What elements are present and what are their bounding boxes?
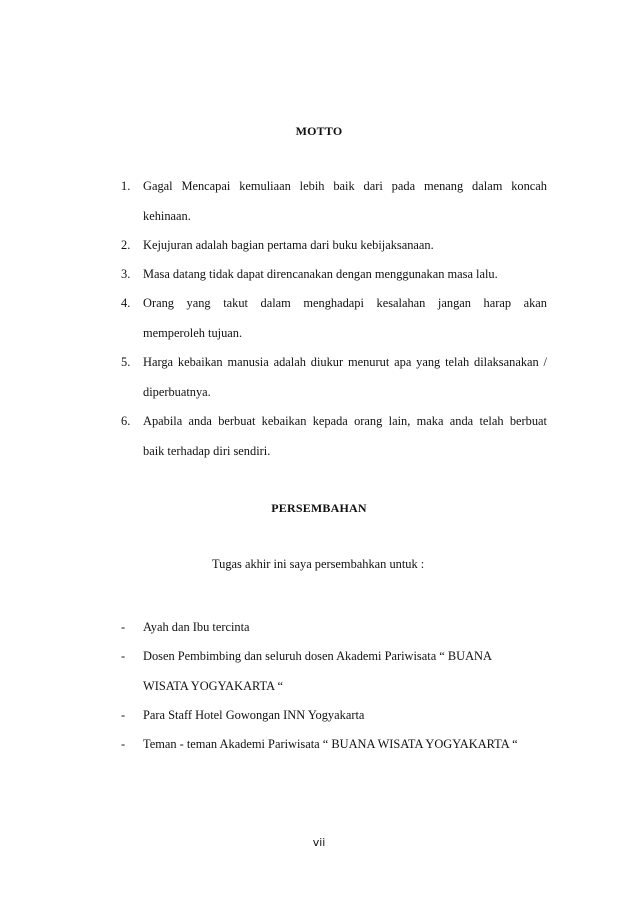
motto-item-text: Kejujuran adalah bagian pertama dari buku kebijaksanaan.	[143, 238, 434, 252]
motto-item-number: 2.	[121, 238, 131, 252]
motto-item-number: 6.	[121, 414, 131, 428]
motto-item-text-cont: diperbuatnya.	[143, 385, 211, 399]
page-number: vii	[312, 836, 326, 849]
motto-item-text: Apabila anda berbuat kebaikan kepada orang lain, maka anda telah berbuat	[143, 414, 547, 428]
motto-item-text: Orang yang takut dalam menghadapi kesalahan jangan harap akan	[143, 296, 547, 310]
motto-item-text: Harga kebaikan manusia adalah diukur menurut apa yang telah dilaksanakan /	[143, 355, 547, 369]
dedication-bullet: -	[121, 620, 126, 634]
motto-item-text: Masa datang tidak dapat direncanakan dengan menggunakan masa lalu.	[143, 267, 498, 281]
dedication-item: Teman - teman Akademi Pariwisata “ BUANA WISATA YOGYAKARTA “	[143, 737, 518, 751]
motto-item-text-cont: baik terhadap diri sendiri.	[143, 444, 271, 458]
dedication-item: Dosen Pembimbing dan seluruh dosen Akademi Pariwisata “ BUANA	[143, 649, 492, 663]
motto-heading: MOTTO	[295, 124, 343, 138]
dedication-item-cont: WISATA YOGYAKARTA “	[143, 679, 283, 693]
dedication-bullet: -	[121, 649, 126, 663]
motto-item-number: 1.	[121, 179, 131, 193]
persembahan-heading: PERSEMBAHAN	[271, 501, 367, 515]
motto-item-number: 5.	[121, 355, 131, 369]
motto-item-text: Gagal Mencapai kemuliaan lebih baik dari pada menang dalam koncah	[143, 179, 547, 193]
motto-item-text-cont: kehinaan.	[143, 209, 191, 223]
dedication-bullet: -	[121, 708, 126, 722]
motto-item-number: 3.	[121, 267, 131, 281]
dedication-bullet: -	[121, 737, 126, 751]
persembahan-intro: Tugas akhir ini saya persembahkan untuk :	[212, 557, 425, 571]
dedication-item: Ayah dan Ibu tercinta	[143, 620, 250, 634]
motto-item-text-cont: memperoleh tujuan.	[143, 326, 243, 340]
motto-item-number: 4.	[121, 296, 131, 310]
dedication-item: Para Staff Hotel Gowongan INN Yogyakarta	[143, 708, 365, 722]
